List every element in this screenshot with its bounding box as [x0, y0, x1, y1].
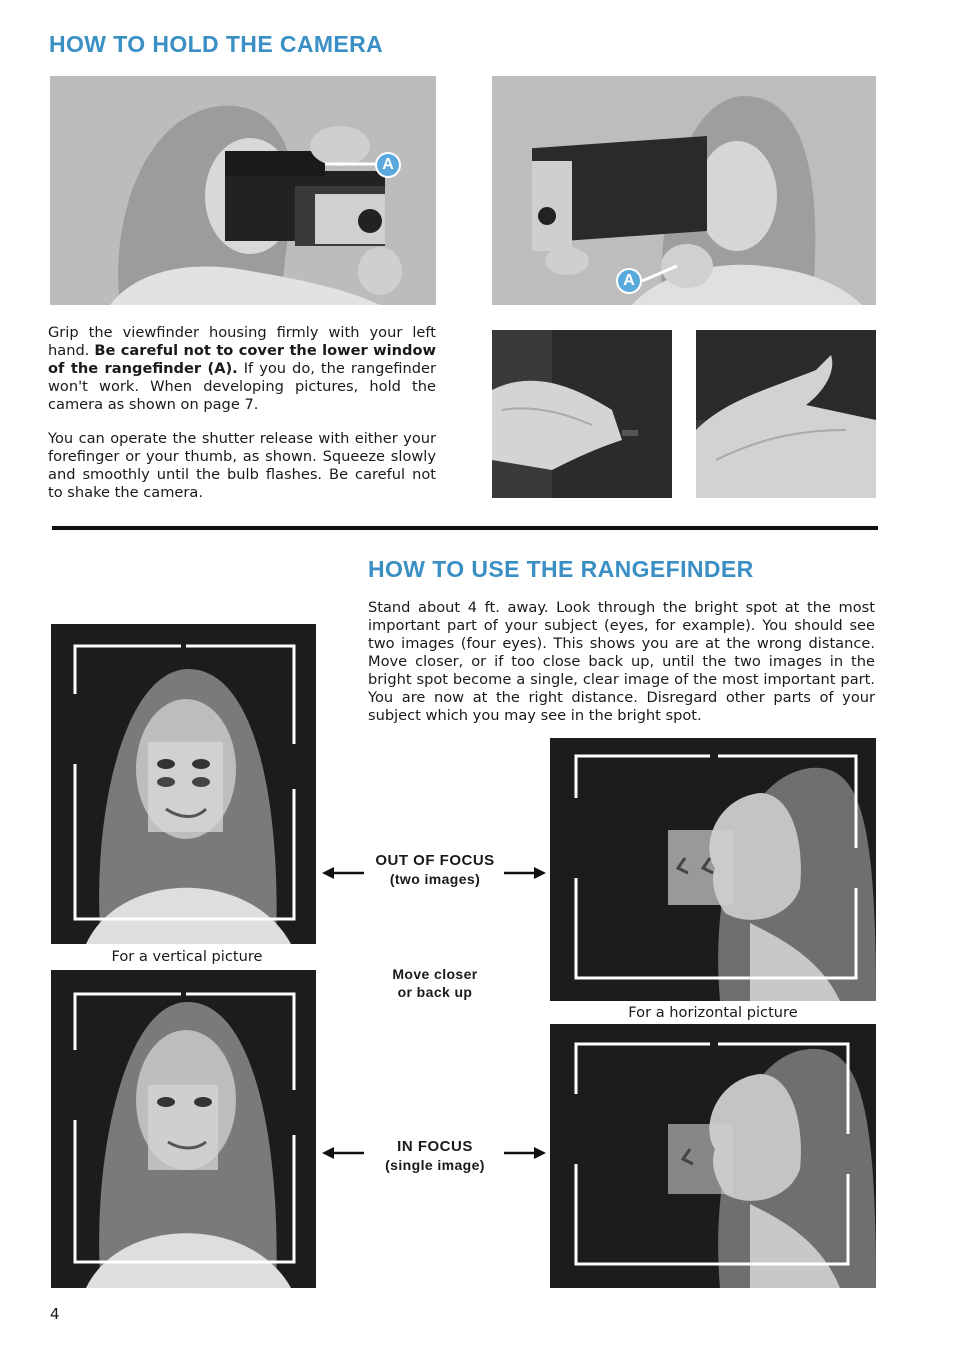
photo-holding-camera-front	[492, 76, 876, 305]
label-move-closer	[362, 965, 508, 1001]
para1-end: If you do, the rangefinder won't work. When developing pictures, hold the camera as shown on page 7.	[48, 360, 436, 413]
arrow-left-icon	[322, 1146, 364, 1160]
arrow-left-icon	[322, 866, 364, 880]
page-number: 4	[50, 1305, 60, 1323]
photo-thumb-shutter	[696, 330, 876, 498]
label-in-focus	[362, 1138, 508, 1174]
callout-a-badge: A	[375, 152, 401, 178]
photo-vertical-in-focus	[51, 970, 316, 1288]
caption-horizontal-picture: For a horizontal picture	[628, 1004, 798, 1021]
move-line-1: Move closer	[392, 966, 478, 982]
out-of-focus-sub: (two images)	[389, 871, 481, 887]
arrow-right-icon	[504, 866, 546, 880]
rangefinder-paragraph: Stand about 4 ft. away. Look through the bright spot at the most important part of your subject (eyes, for example). You should see two images (four eyes). This shows you are at the wrong distance. Move closer, or if too close back up, until the two images in the bright spot become a single, clear image of the most important part. You are now at the right distance. Disregard other parts of your subject which you may see in the bright spot.	[368, 599, 875, 724]
photo-holding-camera-side	[50, 76, 436, 305]
hold-camera-paragraph-1	[48, 324, 436, 414]
callout-a-badge: A	[616, 268, 642, 294]
para1-start: Grip the viewfinder housing firmly with your left hand.	[48, 324, 436, 359]
label-out-of-focus	[362, 852, 508, 888]
photo-forefinger-shutter	[492, 330, 672, 498]
heading-hold-camera: HOW TO HOLD THE CAMERA	[49, 31, 384, 57]
para1-bold-warning: Be careful not to cover the lower window of the rangefinder (A).	[48, 342, 436, 377]
photo-horizontal-in-focus	[550, 1024, 876, 1288]
arrow-right-icon	[504, 1146, 546, 1160]
in-focus-title: IN FOCUS	[397, 1138, 473, 1155]
hold-camera-paragraph-2: You can operate the shutter release with either your forefinger or your thumb, as shown. Squeeze slowly and smoothly until the bulb flashes. Be careful not to shake the camera.	[48, 430, 436, 501]
move-line-2: or back up	[397, 984, 473, 1000]
photo-horizontal-out-of-focus	[550, 738, 876, 1001]
in-focus-sub: (single image)	[385, 1157, 485, 1173]
photo-vertical-out-of-focus	[51, 624, 316, 944]
out-of-focus-title: OUT OF FOCUS	[375, 852, 495, 869]
section-divider	[52, 526, 878, 530]
caption-vertical-picture: For a vertical picture	[111, 948, 263, 965]
heading-rangefinder: HOW TO USE THE RANGEFINDER	[368, 556, 754, 582]
